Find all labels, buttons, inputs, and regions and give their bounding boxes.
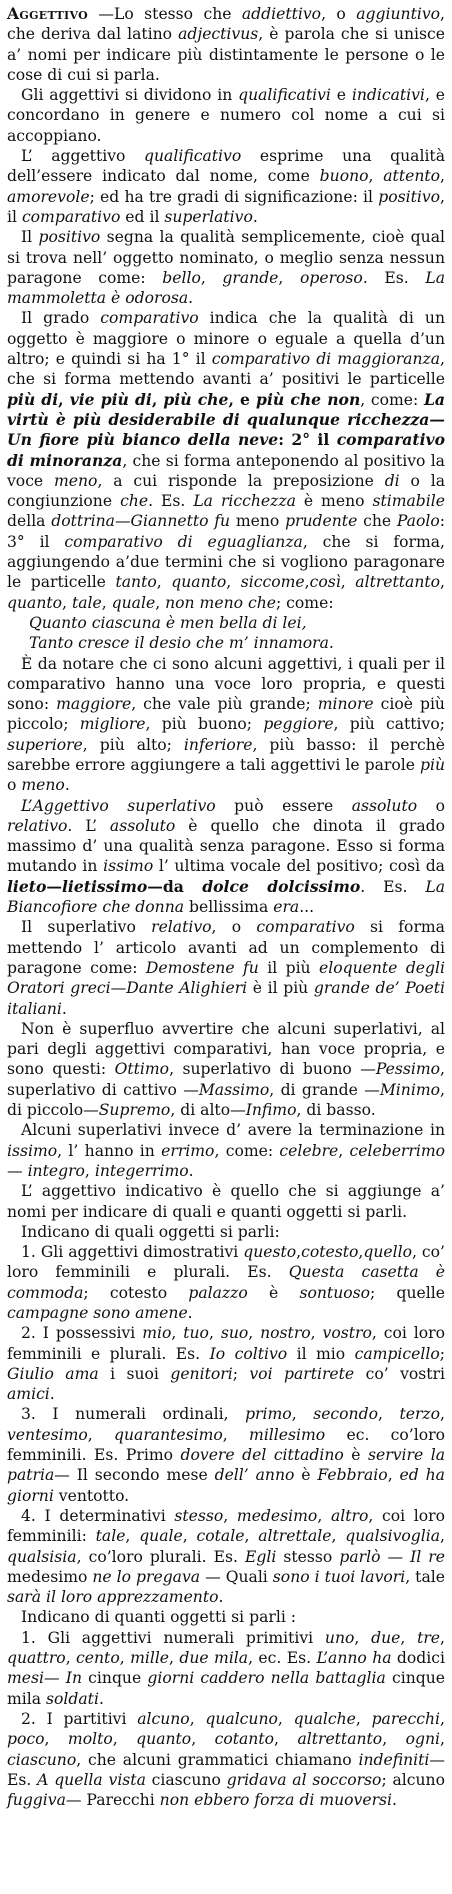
paragraph-6: Tanto cresce il desio che m’ innamora. (29, 634, 334, 653)
paragraph-8: L’Aggettivo superlativo può essere assoluto o relativo. L’ assoluto è quello che dinota il grado massimo d’ una qualità senza paragone. Esso si forma mutando in issimo l’ ultima vocale del positivo; così da lieto—lietissimo—da dolce dolcissimo. Es. La Biancofiore che donna bellissima era... (7, 796, 446, 917)
paragraph-17: 4. I determinativi stesso, medesimo, altro, coi loro femminili: tale, quale, cotale, altrettale, qualsivoglia, qualsisia, co’loro plurali. Es. Egli stesso parlò — Il re medesimo ne lo pregava — Quali sono i tuoi lavori, tale sarà il loro apprezzamento. (7, 1506, 446, 1607)
paragraph-0: Aggettivo —Lo stesso che addiettivo, o aggiuntivo, che deriva dal latino adjectivus, è parola che si unisce a’ nomi per indicare più distintamente le persone o le cose di cui si parla. (7, 4, 445, 84)
paragraph-20: 2. I partitivi alcuno, qualcuno, qualche, parecchi, poco, molto, quanto, cotanto, altrettanto, ogni, ciascuno, che alcuni grammatici chiamano indefiniti— Es. A quella vista ciascuno gridava al soccorso; alcuno fuggiva— Parecchi non ebbero forza di muoversi. (7, 1709, 446, 1810)
paragraph-14: 1. Gli aggettivi dimostrativi questo,cotesto,quello, co’ loro femminili e plurali. Es. Questa casetta è commoda; cotesto palazzo è sontuoso; quelle campagne sono amene. (7, 1243, 445, 1322)
paragraph-13: Indicano di quali oggetti si parli: (21, 1222, 280, 1241)
paragraph-11: Alcuni superlativi invece d’ avere la terminazione in issimo, l’ hanno in errimo, come: celebre, celeberrimo — integro, integerrimo. (7, 1121, 445, 1180)
paragraph-7: È da notare che ci sono alcuni aggettivi, i quali per il comparativo hanno una voce loro propria, e questi sono: maggiore, che vale più grande; minore cioè più piccolo; migliore, più buono; peggiore, più cattivo; superiore, più alto; inferiore, più basso: il perchè sarebbe errore aggiungere a tali aggettivi le parole più o meno. (7, 654, 445, 795)
paragraph-18: Indicano di quanti oggetti si parli : (21, 1608, 297, 1627)
paragraph-12: L’ aggettivo indicativo è quello che si aggiunge a’ nomi per indicare di quali e quanti oggetti si parli. (7, 1182, 445, 1221)
paragraph-2: L’ aggettivo qualificativo esprime una qualità dell’essere indicato dal nome, come buono, attento, amorevole; ed ha tre gradi di significazione: il positivo, il comparativo ed il superlativo. (7, 147, 445, 226)
paragraph-19: 1. Gli aggettivi numerali primitivi uno, due, tre, quattro, cento, mille, due mila, ec. Es. L’anno ha dodici mesi— In cinque giorni caddero nella battaglia cinque mila soldati. (7, 1628, 445, 1708)
paragraph-3: Il positivo segna la qualità semplicemente, cioè qual si trova nell’ oggetto nominato, o meglio senza nessun paragone come: bello, grande, operoso. Es. La mammoletta è odorosa. (7, 228, 445, 308)
paragraph-10: Non è superfluo avvertire che alcuni superlativi, al pari degli aggettivi comparativi, han voce propria, e sono questi: Ottimo, superlativo di buono —Pessimo, superlativo di cattivo —Massimo, di grande —Minimo, di piccolo—Supremo, di alto—Infimo, di basso. (7, 1019, 446, 1120)
paragraph-15: 2. I possessivi mio, tuo, suo, nostro, vostro, coi loro femminili e plurali. Es. Io coltivo il mio campicello; Giulio ama i suoi genitori; voi partirete co’ vostri amici. (7, 1324, 445, 1404)
paragraph-16: 3. I numerali ordinali, primo, secondo, terzo, ventesimo, quarantesimo, millesimo ec. co’loro femminili. Es. Primo dovere del cittadino è servire la patria— Il secondo mese dell’ anno è Febbraio, ed ha giorni ventotto. (7, 1405, 446, 1505)
paragraph-9: Il superlativo relativo, o comparativo si forma mettendo l’ articolo avanti ad un complemento di paragone come: Demostene fu il più eloquente degli Oratori greci—Dante Alighieri è il più grande de’ Poeti italiani. (7, 918, 445, 1018)
paragraph-1: Gli aggettivi si dividono in qualificativi e indicativi, e concordano in genere e numero col nome a cui si accoppiano. (7, 86, 445, 145)
paragraph-4: Il grado comparativo indica che la qualità di un oggetto è maggiore o minore o eguale a quella d’un altro; e quindi si ha 1° il comparativo di maggioranza, che si forma mettendo avanti a’ positivi le particelle più di, vie più di, più che, e più che non, come: La virtù è più desiderabile di qualunque ricchezza—Un fiore più bianco della neve: 2° il comparativo di minoranza, che si forma anteponendo al positivo la voce meno, a cui risponde la preposizione di o la congiunzione che. Es. La ricchezza è meno stimabile della dottrina—Giannetto fu meno prudente che Paolo: 3° il comparativo di eguaglianza, che si forma, aggiungendo a’due termini che si vogliono paragonare le particelle tanto, quanto, siccome,così, altrettanto, quanto, tale, quale, non meno che; come: (7, 309, 446, 612)
paragraph-5: Quanto ciascuna è men bella di lei, (29, 613, 307, 632)
